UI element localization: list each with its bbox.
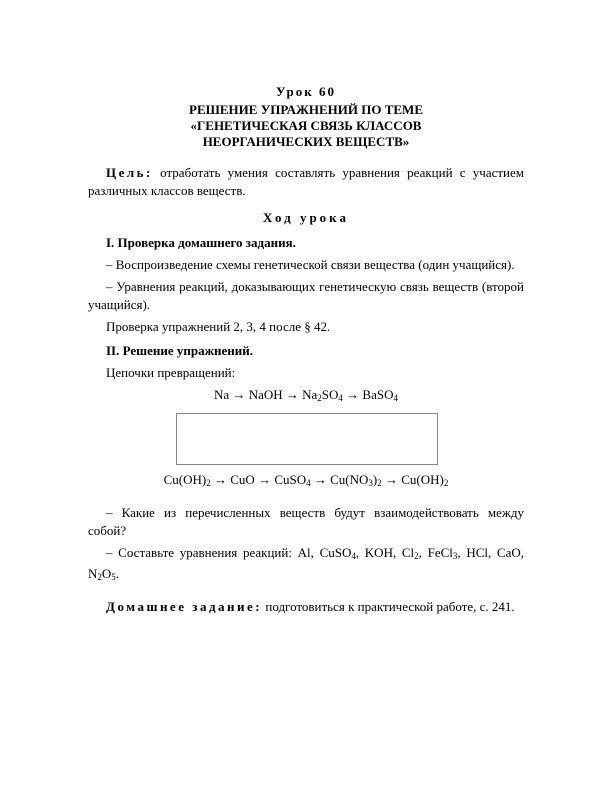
arrow-icon: → [232,387,246,402]
answer-box [176,413,438,465]
question-paragraph: – Какие из перечисленных веществ будут взаимодействовать между собой? [88,505,524,538]
section-1-item-2: – Уравнения реакций, доказывающих генетическую связь веществ (второй учащийся). [88,279,524,312]
section-2-heading: II. Решение упражнений. [106,343,254,358]
goal-paragraph [88,164,524,200]
section-1-heading: I. Проверка домашнего задания. [106,235,296,250]
title-line-3: НЕОРГАНИЧЕСКИХ ВЕЩЕСТВ» [202,134,410,149]
homework-text: подготовиться к практической работе, с. 241. [265,599,515,614]
arrow-icon: → [346,387,360,402]
goal-text: отработать умения составлять уравнения реакций с участием различных классов веществ. [88,165,524,198]
section-1-item-3: Проверка упражнений 2, 3, 4 после § 42. [106,319,331,334]
title-line-1: РЕШЕНИЕ УПРАЖНЕНИЙ ПО ТЕМЕ [189,102,423,117]
chain-2-cuo: CuO [230,472,255,487]
course-heading: Ход урока [263,210,349,225]
chain-2-cuoh2: $Cu(OH)_2$ [163,472,211,488]
chain-1-na: Na [214,387,230,402]
chain-2-cuoh2-end: $Cu(OH)_2$ [401,472,449,488]
chain-2 [88,471,524,492]
arrow-icon: → [214,472,227,487]
title-block [88,84,524,150]
chain-1-baso4: BaSO$_4$ [362,387,398,403]
lesson-number: Урок 60 [276,84,336,99]
chains-label: Цепочки превращений: [106,365,236,380]
arrow-icon: → [285,387,299,402]
goal-label: Цель: [106,165,153,180]
homework-label: Домашнее задание: [106,599,263,614]
arrow-icon: → [313,472,327,487]
document-page [88,84,524,616]
chain-1-na2so4: $Na_2SO_4$ [302,387,343,403]
homework-paragraph [88,598,524,616]
arrow-icon: → [258,472,272,487]
chain-1-naoh: NaOH [248,387,283,402]
section-1-item-1: – Воспроизведение схемы генетической связи вещества (один учащийся). [106,257,515,272]
chain-2-cuso4: CuSO$_4$ [274,472,311,488]
arrow-icon: → [384,472,398,487]
chain-2-cuno32: $Cu(NO_3)_2$ [330,472,382,488]
chain-1 [88,386,524,407]
title-line-2: «ГЕНЕТИЧЕСКАЯ СВЯЗЬ КЛАССОВ [190,118,422,133]
task-paragraph: – Составьте уравнения реакций: Al, CuSO$_4$, KOH, $Cl_2$, FeCl$_3$, HCl, CaO, $N_2O_5$. [88,545,524,582]
